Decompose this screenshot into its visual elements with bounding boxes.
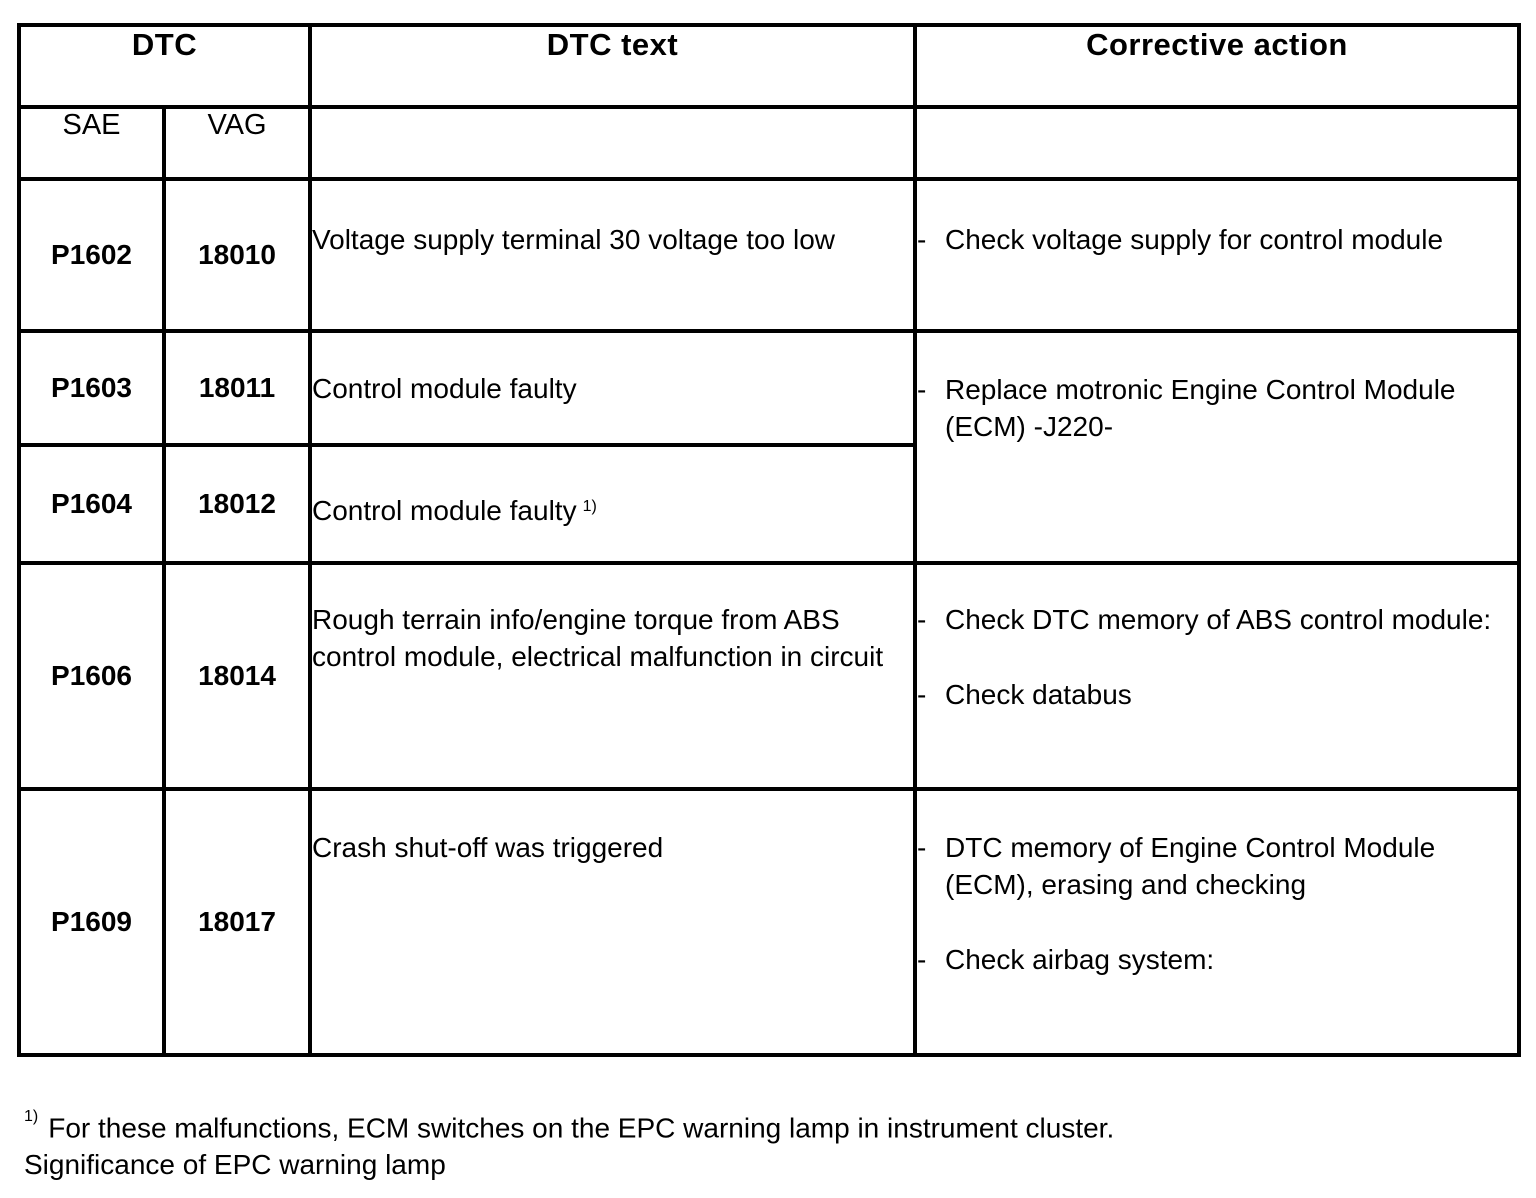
dtc-text: Crash shut-off was triggered	[310, 789, 915, 1055]
dtc-text	[310, 445, 915, 563]
dtc-table-container	[17, 23, 1517, 1057]
subheader-empty-action	[915, 107, 1519, 179]
action-item	[917, 371, 1517, 445]
dtc-text: Control module faulty	[310, 331, 915, 445]
action-item	[917, 221, 1517, 258]
vag-code: 18010	[164, 179, 310, 331]
dtc-text: Rough terrain info/engine torque from ABS control module, electrical malfunction in circuit	[310, 563, 915, 789]
action-text: Check voltage supply for control module	[945, 224, 1444, 255]
epc-lamp-link[interactable]: Significance of EPC warning lamp	[24, 1149, 446, 1181]
bullet-dash: -	[917, 224, 927, 255]
bullet-dash: -	[917, 604, 927, 635]
sae-code: P1604	[19, 445, 164, 563]
action-text: DTC memory of Engine Control Module (ECM), erasing and checking	[945, 832, 1436, 900]
action-text: Check airbag system:	[945, 944, 1215, 975]
vag-code: 18012	[164, 445, 310, 563]
footnote	[24, 1104, 1114, 1183]
sae-code: P1609	[19, 789, 164, 1055]
footnote-marker: 1)	[24, 1108, 39, 1125]
footnote-line	[24, 1104, 1114, 1146]
table-row	[19, 179, 1519, 331]
bullet-dash: -	[917, 374, 927, 405]
subheader-sae: SAE	[19, 107, 164, 179]
action-item	[917, 941, 1517, 978]
footnote-marker: 1)	[582, 497, 597, 515]
header-dtc: DTC	[19, 25, 310, 107]
action-text: Check DTC memory of ABS control module:	[945, 604, 1492, 635]
footnote-text: For these malfunctions, ECM switches on the EPC warning lamp in instrument cluster.	[48, 1112, 1115, 1144]
sae-code: P1602	[19, 179, 164, 331]
dtc-table	[17, 23, 1521, 1057]
corrective-action	[915, 789, 1519, 1055]
action-item	[917, 829, 1517, 903]
action-text: Check databus	[945, 679, 1132, 710]
corrective-action	[915, 563, 1519, 789]
dtc-text-value: Control module faulty	[312, 494, 577, 526]
sae-code: P1606	[19, 563, 164, 789]
vag-code: 18017	[164, 789, 310, 1055]
vag-code: 18014	[164, 563, 310, 789]
corrective-action	[915, 331, 1519, 563]
action-item	[917, 676, 1517, 713]
table-row	[19, 563, 1519, 789]
subheader-empty-text	[310, 107, 915, 179]
action-item	[917, 601, 1517, 638]
vag-code: 18011	[164, 331, 310, 445]
header-dtc-text: DTC text	[310, 25, 915, 107]
bullet-dash: -	[917, 679, 927, 710]
subheader-row	[19, 107, 1519, 179]
table-row	[19, 789, 1519, 1055]
action-text: Replace motronic Engine Control Module (ECM) -J220-	[945, 374, 1456, 442]
header-corrective-action: Corrective action	[915, 25, 1519, 107]
bullet-dash: -	[917, 944, 927, 975]
bullet-dash: -	[917, 832, 927, 863]
table-row	[19, 331, 1519, 445]
subheader-vag: VAG	[164, 107, 310, 179]
corrective-action	[915, 179, 1519, 331]
dtc-text: Voltage supply terminal 30 voltage too low	[310, 179, 915, 331]
sae-code: P1603	[19, 331, 164, 445]
header-row	[19, 25, 1519, 107]
